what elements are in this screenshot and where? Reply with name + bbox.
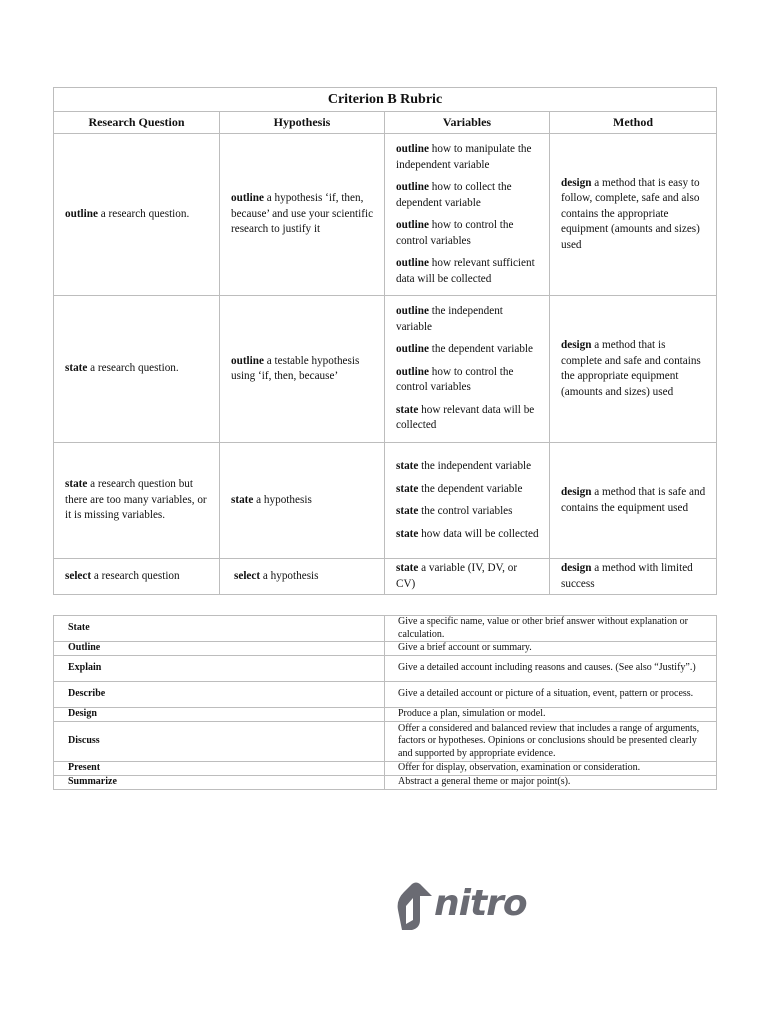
term-row [54,722,717,762]
method-cell: design a method that is easy to follow, complete, safe and also contains the appropriate equipment (amounts and sizes) used [550,134,717,296]
term-label: Discuss [54,722,385,762]
variable-item: state the control variables [396,505,513,517]
variable-item: state a variable (IV, DV, or CV) [396,562,518,590]
term-definition: Give a brief account or summary. [385,642,717,656]
term-definition: Offer for display, observation, examination or consideration. [385,762,717,776]
variable-item: state the independent variable [396,460,532,472]
term-definition: Give a specific name, value or other brief answer without explanation or calculation. [385,616,717,642]
term-row [54,762,717,776]
term-row [54,616,717,642]
variable-item: outline the independent variable [396,305,503,333]
command-terms-table [53,615,717,790]
rubric-row [54,443,717,559]
term-label: Present [54,762,385,776]
criterion-b-rubric-table [53,87,717,595]
header-method: Method [550,112,717,134]
variable-item: outline how to control the control variables [396,365,514,394]
term-label: Design [54,708,385,722]
term-label: Describe [54,682,385,708]
method-cell: design a method that is complete and safe and contains the appropriate equipment (amounts and sizes) used [550,296,717,443]
term-label: Summarize [54,776,385,790]
rubric-header-row [54,112,717,134]
hypothesis-cell: outline a testable hypothesis using ‘if, then, because’ [220,296,385,443]
variable-item: state how data will be collected [396,527,539,540]
term-definition: Give a detailed account or picture of a situation, event, pattern or process. [385,682,717,708]
variables-cell [385,443,550,559]
term-row [54,682,717,708]
term-definition: Give a detailed account including reasons and causes. (See also “Justify”.) [385,656,717,682]
variable-item: outline how to collect the dependent variable [396,181,512,209]
term-label: Outline [54,642,385,656]
variable-item: state how relevant data will be collected [396,403,535,432]
nitro-logo-icon [396,880,434,932]
term-row [54,656,717,682]
method-cell: design a method that is safe and contains the equipment used [550,443,717,559]
term-label: State [54,616,385,642]
header-research-question: Research Question [54,112,220,134]
term-label: Explain [54,656,385,682]
term-row [54,708,717,722]
research-question-cell: outline a research question. [54,134,220,296]
variable-item: state the dependent variable [396,482,523,495]
research-question-cell: state a research question. [54,296,220,443]
rubric-row [54,559,717,595]
variable-item: outline how to manipulate the independent variable [396,143,532,171]
term-row [54,776,717,790]
method-cell: design a method with limited success [550,559,717,595]
term-row [54,642,717,656]
variables-cell [385,296,550,443]
rubric-row [54,134,717,296]
variable-item: outline how to control the control variables [396,219,514,247]
hypothesis-cell: outline a hypothesis ‘if, then, because’ and use your scientific research to justify it [220,134,385,296]
header-hypothesis: Hypothesis [220,112,385,134]
term-definition: Produce a plan, simulation or model. [385,708,717,722]
hypothesis-cell: state a hypothesis [220,443,385,559]
term-definition: Offer a considered and balanced review that includes a range of arguments, factors or hypotheses. Opinions or conclusions should be presented clearly and supported by appropriate evidence. [385,722,717,762]
nitro-logo-text: nitro [434,883,527,924]
variables-cell [385,134,550,296]
variable-item: outline the dependent variable [396,343,534,356]
term-definition: Abstract a general theme or major point(s). [385,776,717,790]
header-variables: Variables [385,112,550,134]
rubric-title: Criterion B Rubric [54,88,717,112]
rubric-row [54,296,717,443]
hypothesis-cell: select a hypothesis [220,559,385,595]
variables-cell [385,559,550,595]
variable-item: outline how relevant sufficient data will be collected [396,257,535,285]
nitro-logo [396,880,532,932]
research-question-cell: select a research question [54,559,220,595]
research-question-cell: state a research question but there are too many variables, or it is missing variables. [54,443,220,559]
